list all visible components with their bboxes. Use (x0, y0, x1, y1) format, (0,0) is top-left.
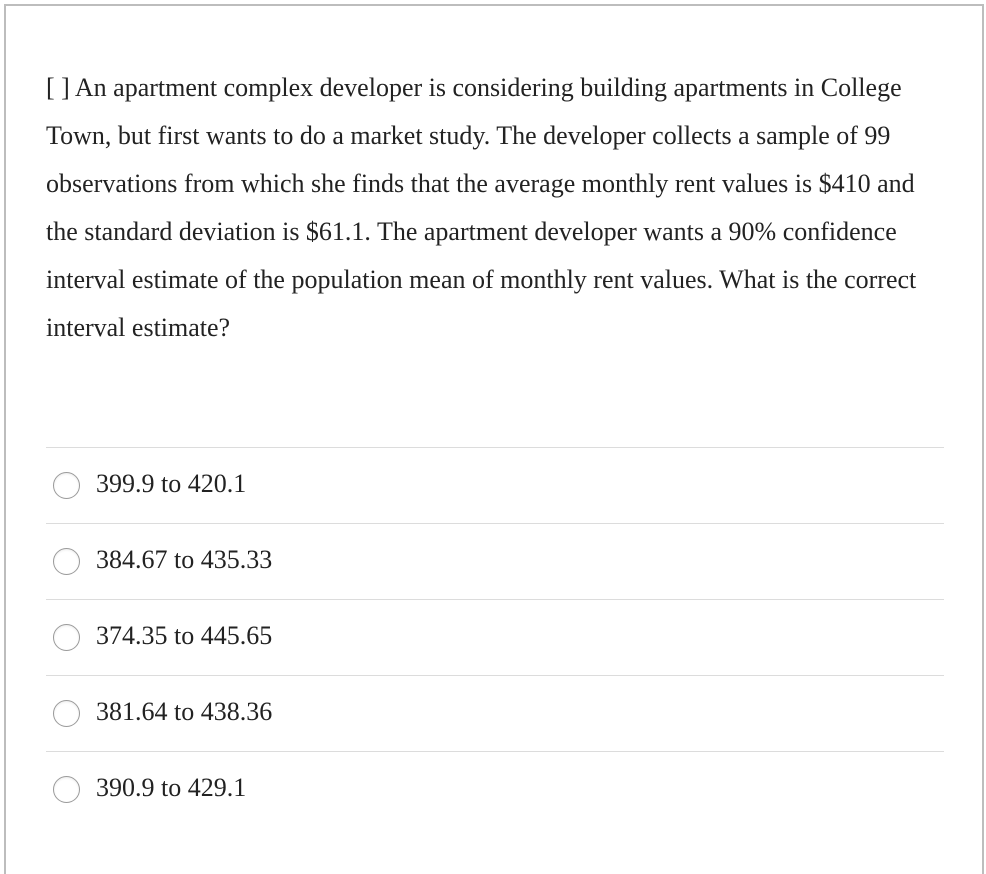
answer-option-label: 374.35 to 445.65 (96, 621, 273, 650)
answer-option-1[interactable] (46, 447, 944, 523)
radio-button[interactable] (53, 624, 80, 651)
radio-button[interactable] (53, 776, 80, 803)
answer-option-label: 390.9 to 429.1 (96, 773, 247, 802)
answer-option-5[interactable] (46, 751, 944, 827)
answer-option-label: 399.9 to 420.1 (96, 469, 247, 498)
answer-option-label: 381.64 to 438.36 (96, 697, 273, 726)
answer-option-label: 384.67 to 435.33 (96, 545, 273, 574)
answer-option-2[interactable] (46, 523, 944, 599)
radio-button[interactable] (53, 472, 80, 499)
radio-button[interactable] (53, 548, 80, 575)
answer-option-3[interactable] (46, 599, 944, 675)
question-text: [ ] An apartment complex developer is considering building apartments in College Town, but first wants to do a market study. The developer collects a sample of 99 observations from which she finds that the average monthly rent values is $410 and the standard deviation is $61.1. The apartment developer wants a 90% confidence interval estimate of the population mean of monthly rent values. What is the correct interval estimate? (46, 73, 917, 342)
answer-option-4[interactable] (46, 675, 944, 751)
radio-button[interactable] (53, 700, 80, 727)
answer-options (46, 447, 944, 827)
